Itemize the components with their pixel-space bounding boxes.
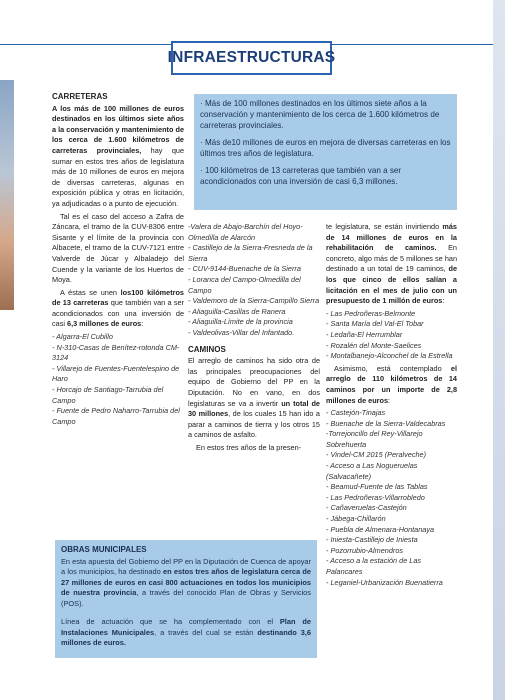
p1-bold-1: más de 14 millones de euros en la rehabilitación de caminos. — [326, 222, 457, 253]
list-item: - Montalbanejo-Alconchel de la Estrella — [326, 351, 453, 361]
obras-municipales-box — [55, 540, 317, 658]
list-item: - Iniesta-Castillejo de Iniesta — [326, 535, 418, 545]
column-2 — [188, 222, 320, 455]
list-item: - Jábega-Chillarón — [326, 514, 386, 524]
highlight-box — [194, 94, 457, 210]
p3-bold-1: los100 kilómetros de 13 carreteras — [52, 287, 184, 308]
intro-rest: hay que sumar en estos tres años de legislatura más de 10 millones de euros en mejora de diversas carreteras, algunas en exposición pública y otras en licitación, ya adjudicadas o a punto de ejecución. — [52, 145, 184, 208]
highlight-point-1: · Más de 100 millones destinados en los últimos siete años a la conservación y mantenimiento de los cerca de 1.600 kilómetros de carreteras provinciales. — [200, 99, 440, 130]
caminos-list-1 — [326, 309, 457, 362]
caminos-list-2 — [326, 408, 457, 588]
list-item: - Fuente de Pedro Naharro-Tarrubia del Campo — [52, 406, 180, 426]
p2-end: : — [388, 395, 391, 405]
p1-bold-2: de los que cinco de ellos salían a licitación en el mes de julio con un presupuesto de 1 millón de euros — [326, 264, 457, 306]
caminos-paragraph-4 — [326, 364, 457, 406]
p1-bold: en estos tres años de legislatura cerca de 27 millones de euros en casi 800 actuaciones en todos los municipios de nuestra provincia — [61, 567, 311, 597]
carreteras-intro — [52, 104, 184, 210]
list-item: - Vindel-CM 2015 (Peralveche) — [326, 450, 427, 460]
list-item: - Beamud-Fuente de las Tablas — [326, 482, 428, 492]
p1-bold: un total de 30 millones — [188, 398, 320, 419]
list-item: - Cañaveruelas-Castejón — [326, 503, 407, 513]
caminos-paragraph-1 — [188, 356, 320, 441]
p1-end: , de los cuales 15 han ido a parar a caminos de tierra y los otros 15 a caminos de asfalto. — [188, 409, 320, 440]
list-item: - Acceso a Las Nogueruelas (Salvacañete) — [326, 461, 418, 481]
top-bar — [0, 0, 505, 38]
p2-start: Asimismo, está contemplado — [334, 363, 451, 373]
highlight-point-2: · Más de10 millones de euros en mejora de diversas carreteras en los últimos tres años de legislatura. — [200, 138, 451, 158]
column-3 — [326, 222, 457, 588]
carreteras-paragraph-2: Tal es el caso del acceso a Zafra de Záncara, el tramo de la CUV-8306 entre Sisante y el límite de la provincia con Albacete, el tramo de la CUV-7121 entre Valverde de Júcar y Albaladejo del Cuende y la variante de los Huertos de Moya. — [52, 211, 184, 285]
list-item: - Villarejo de Fuentes-Fuentelespino de Haro — [52, 363, 180, 384]
carreteras-list — [52, 332, 184, 427]
p2-bold-2: destinando 3,6 millones de euros. — [61, 627, 312, 647]
list-item: - Leganiel-Urbanización Buenatierra — [326, 577, 443, 587]
list-item: - Puebla de Almenara-Hontanaya — [326, 524, 435, 534]
intro-bold: A los más de 100 millones de euros destinados en los últimos siete años a la conservación y mantenimiento de los cerca de 1.600 kilómetros de carreteras provinciales, — [52, 103, 184, 155]
list-item: - Acceso a la estación de Las Palancares — [326, 556, 422, 576]
list-item: - Las Pedroñeras-Belmonte — [326, 308, 416, 318]
section-title-box — [167, 41, 336, 75]
p3-mid: que también van a ser acondicionados con una inversión de casi — [52, 298, 184, 329]
list-item: - Ledaña-El Herrumblar — [326, 329, 403, 339]
list-item: - Castillejo de la Sierra-Fresneda de la Sierra — [188, 243, 313, 263]
p3-bold-2: 6,3 millones de euros — [67, 319, 142, 329]
p2-bold-1: Plan de Instalaciones Municipales — [61, 617, 311, 637]
obras-heading: OBRAS MUNICIPALES — [61, 545, 147, 554]
list-item: - Algarra-El Cubillo — [52, 332, 113, 342]
left-photo-strip — [0, 80, 14, 310]
carreteras-heading: CARRETERAS — [52, 92, 108, 101]
obras-paragraph-2 — [61, 617, 311, 649]
p1-start: te legislatura, se están invirtiendo — [326, 222, 443, 231]
caminos-paragraph-2: En estos tres años de la presen- — [196, 442, 302, 452]
list-item: - Aliaguilla-Casillas de Ranera — [188, 306, 286, 316]
list-item: - Aliaguilla-Límite de la provincia — [188, 317, 293, 327]
list-item: - Pozorrubio-Almendros — [326, 545, 404, 555]
p2-bold: el arreglo de 110 kilómetros de 14 caminos por un importe de 2,8 millones de euros — [326, 363, 457, 405]
list-item: - Rozalén del Monte-Saelices — [326, 340, 422, 350]
list-item: - Las Pedroñeras-Villarrobledo — [326, 492, 425, 502]
list-item: -Valera de Abajo-Barchín del Hoyo-Olmedilla de Alarcón — [188, 222, 303, 242]
list-item: - CUV-9144-Buenache de la Sierra — [188, 264, 301, 274]
list-item: - Valdemoro de la Sierra-Campillo Sierra — [188, 296, 320, 306]
p1-mid: En concreto, algo más de 5 millones se han destinado a un total de 19 caminos, — [326, 243, 457, 274]
section-title: INFRAESTRUCTURAS — [167, 49, 336, 66]
right-edge-band — [493, 0, 505, 700]
column-1 — [52, 92, 184, 427]
p1-start: En esta apuesta del Gobierno del PP en la Diputación de Cuenca de apoyar a los municipios, ha destinado — [61, 556, 311, 576]
obras-paragraph-1 — [61, 557, 311, 610]
p1-end: : — [442, 296, 445, 306]
carreteras-list-cont — [188, 222, 320, 339]
carreteras-paragraph-3 — [52, 288, 184, 330]
list-item: - Buenache de la Sierra-Valdecabras — [326, 418, 446, 428]
p1-end: , a través del conocido Plan de Obras y Servicios (POS). — [61, 588, 311, 608]
caminos-heading: CAMINOS — [188, 344, 226, 354]
list-item: - Horcajo de Santiago-Tarrubia del Campo — [52, 385, 164, 405]
list-item: - N-310-Casas de Benítez-rotonda CM-3124 — [52, 342, 180, 363]
p3-end: : — [141, 319, 144, 329]
p2-start: Línea de actuación que se ha complementado con el — [61, 617, 280, 626]
p2-mid: , a través del cual se están — [154, 627, 258, 637]
list-item: - Valdeolivas-Villar del Infantado. — [188, 327, 295, 337]
p1-start: El arreglo de caminos ha sido otra de las principales preocupaciones del equipo de Gobierno del PP en la Diputación. No en vano, en dos legislaturas se va a invertir — [188, 356, 320, 408]
highlight-point-3: · 100 kilómetros de 13 carreteras que también van a ser acondicionados con una inversión de casi 6,3 millones. — [200, 166, 402, 186]
caminos-paragraph-3 — [326, 222, 457, 307]
list-item: -Torrejoncillo del Rey-Villarejo Sobrehuerta — [326, 429, 423, 449]
list-item: - Santa María del Val-El Tobar — [326, 319, 424, 329]
list-item: - Loranca del Campo-Olmedilla del Campo — [188, 274, 301, 295]
list-item: - Castejón-Tinajas — [326, 408, 386, 418]
p3-start: A éstas se unen — [60, 287, 121, 297]
